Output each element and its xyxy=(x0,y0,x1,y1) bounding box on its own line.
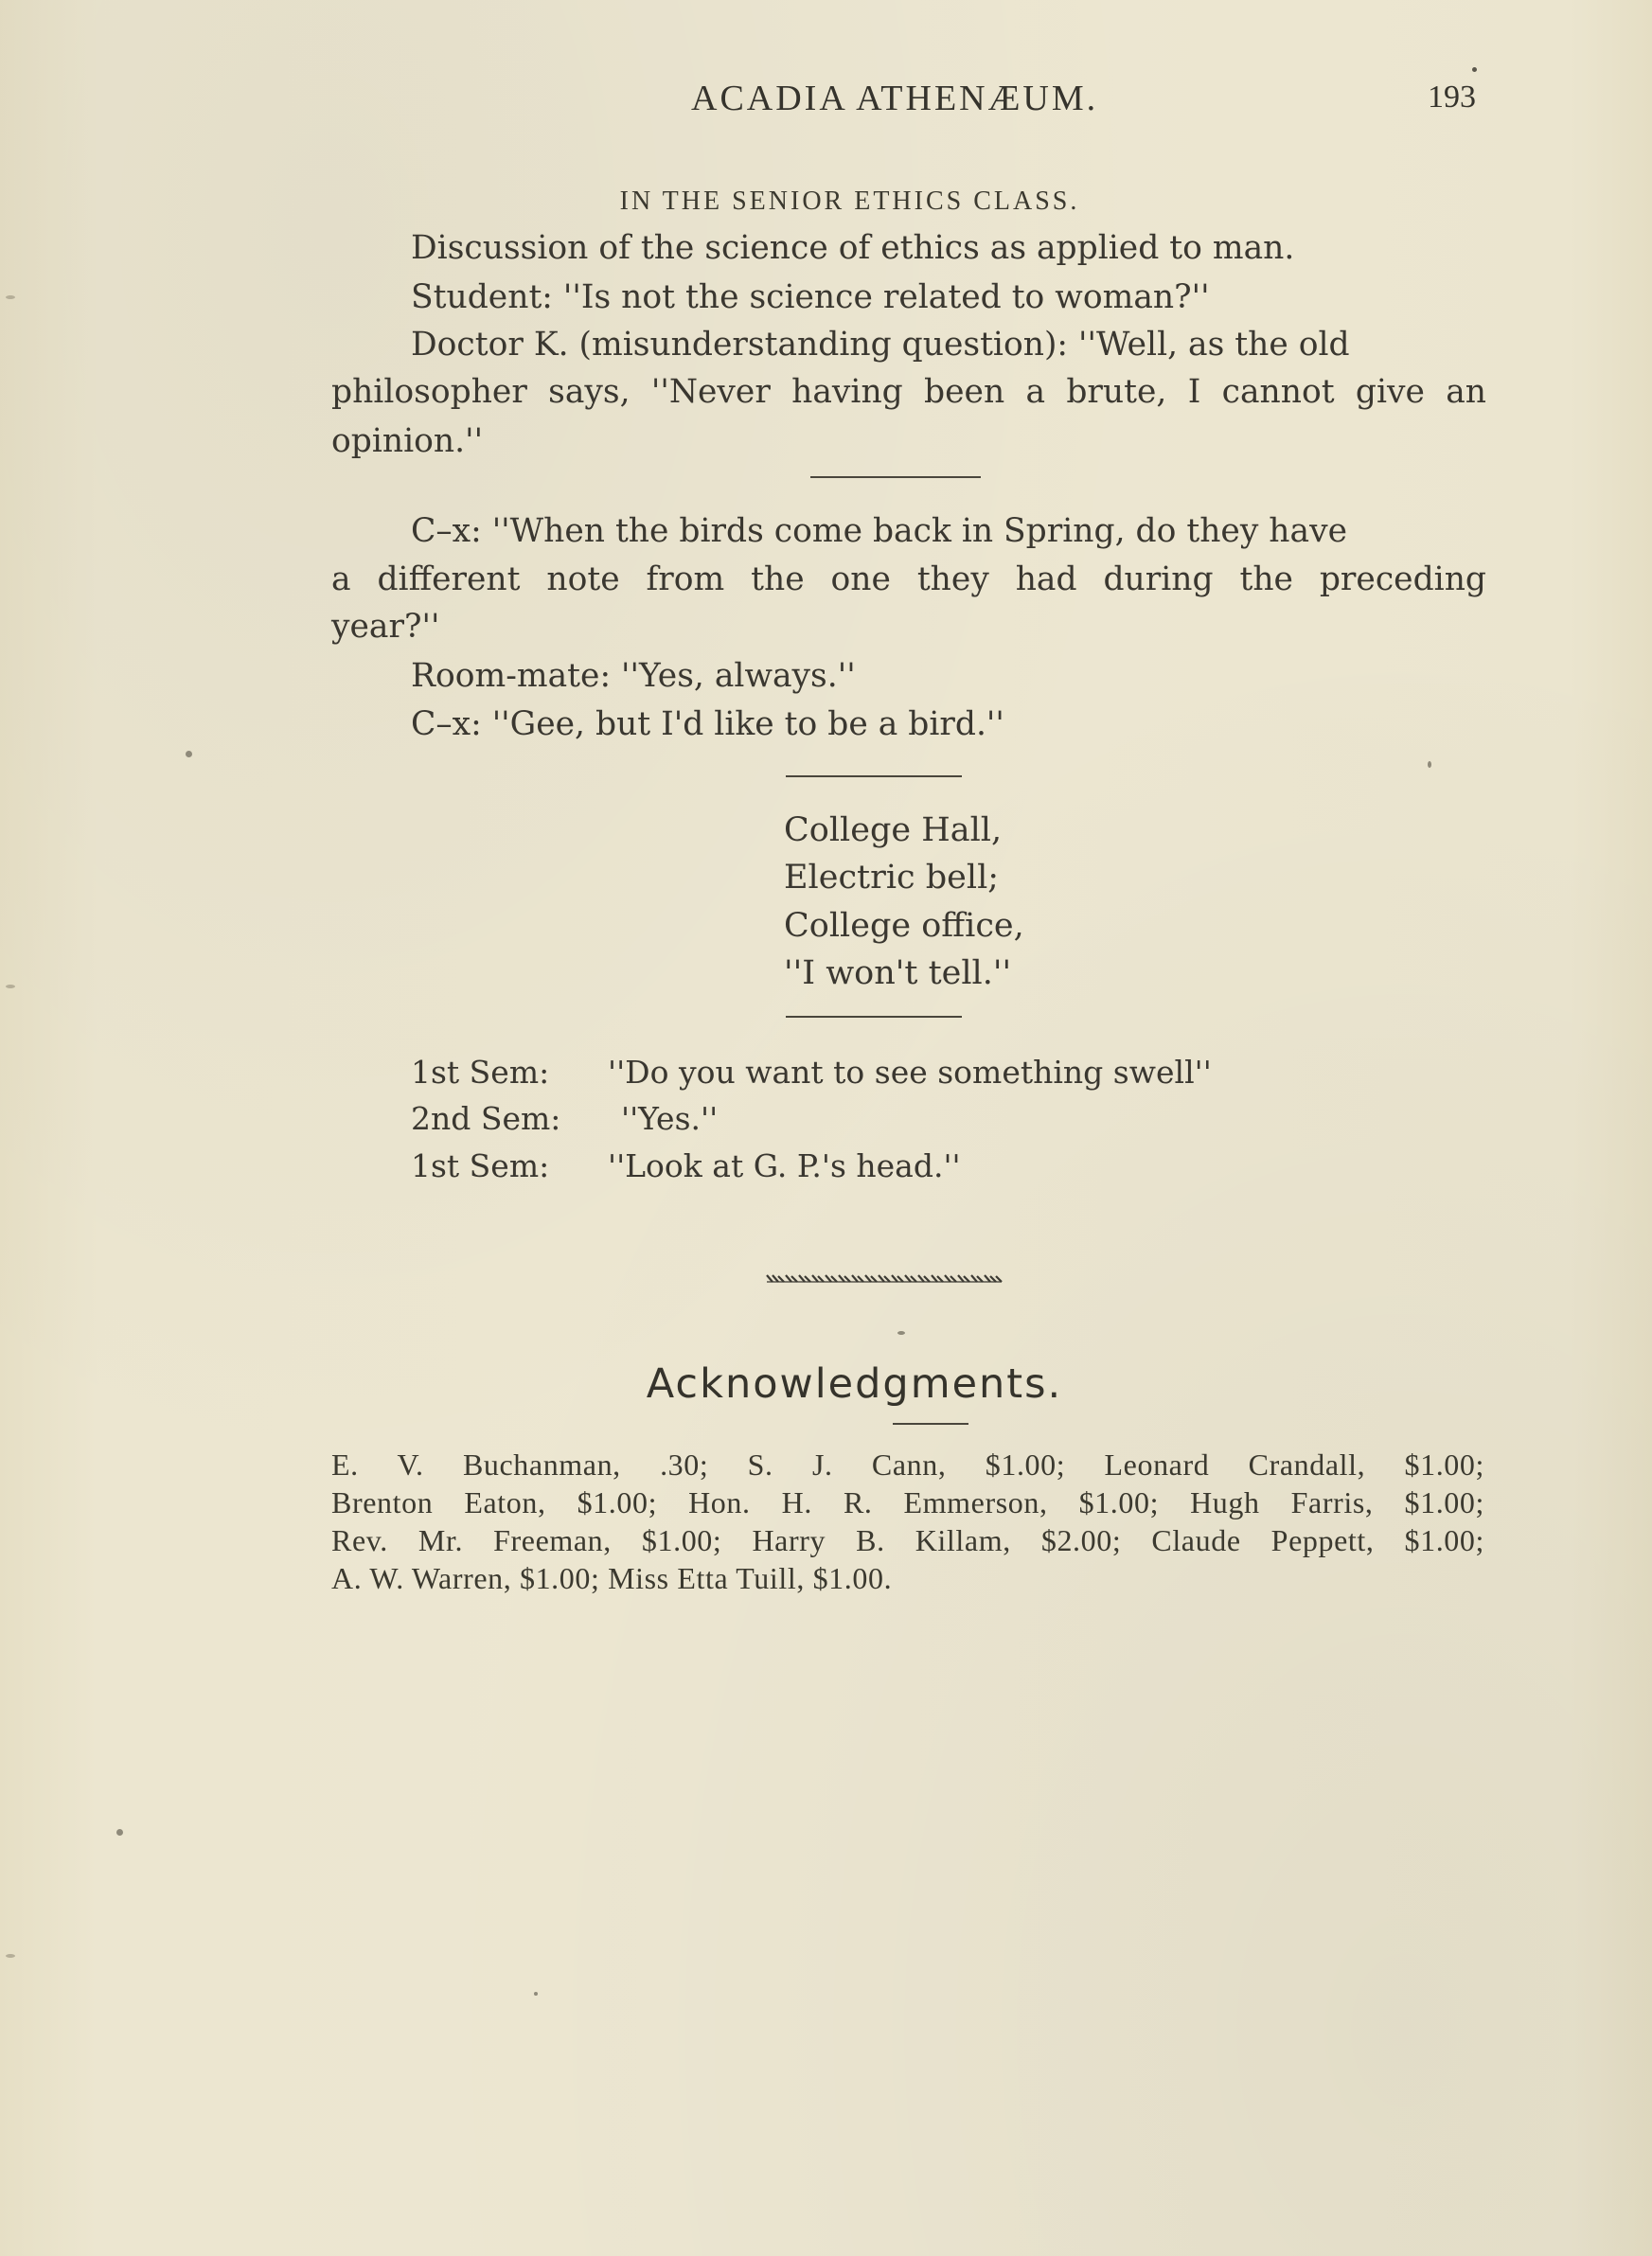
paper-speck xyxy=(116,1829,123,1836)
paper-speck xyxy=(1428,761,1431,768)
birds-line-5: C–x: ''Gee, but I'd like to be a bird.'' xyxy=(411,705,1004,743)
verse-line-3: College office, xyxy=(784,907,1024,945)
verse-line-4: ''I won't tell.'' xyxy=(784,954,1012,992)
acknowledgments-line: Rev. Mr. Freeman, $1.00; Harry B. Killam, $2.00; Claude Peppett, $1.00; xyxy=(331,1523,1484,1557)
birds-line-1: C–x: ''When the birds come back in Spring, do they have xyxy=(411,512,1347,550)
paper-speck xyxy=(897,1331,905,1335)
section-divider-rule xyxy=(786,1016,962,1018)
birds-line-2: a different note from the one they had during the preceding xyxy=(331,560,1486,598)
ethics-line-3: Doctor K. (misunderstanding question): ''Well, as the old xyxy=(411,326,1350,364)
verse-line-2: Electric bell; xyxy=(784,859,1000,897)
section-divider-rule xyxy=(810,476,981,478)
ethics-line-4: philosopher says, ''Never having been a brute, I cannot give an xyxy=(331,373,1486,411)
acknowledgments-heading: Acknowledgments. xyxy=(646,1360,1063,1408)
acknowledgments-line: Brenton Eaton, $1.00; Hon. H. R. Emmerson, $1.00; Hugh Farris, $1.00; xyxy=(331,1485,1484,1519)
ethics-line-2: Student: ''Is not the science related to woman?'' xyxy=(411,278,1210,316)
paper-speck xyxy=(186,751,192,757)
section-heading-ethics: IN THE SENIOR ETHICS CLASS. xyxy=(619,187,1080,216)
dialogue-speaker: 1st Sem: xyxy=(411,1147,550,1184)
dialogue-quote: ''Look at G. P.'s head.'' xyxy=(608,1147,961,1184)
dialogue-speaker: 1st Sem: xyxy=(411,1054,550,1091)
paper-speck xyxy=(1472,67,1477,72)
page-number: 193 xyxy=(1428,80,1476,115)
running-title: ACADIA ATHENÆUM. xyxy=(691,79,1099,118)
paper-speck xyxy=(6,295,15,299)
birds-line-4: Room-mate: ''Yes, always.'' xyxy=(411,657,856,695)
acknowledgments-line: A. W. Warren, $1.00; Miss Etta Tuill, $1.00. xyxy=(331,1561,893,1595)
ornamental-divider xyxy=(765,1274,1004,1284)
ethics-line-5: opinion.'' xyxy=(331,422,484,460)
paper-speck xyxy=(6,1954,15,1958)
birds-line-3: year?'' xyxy=(331,608,440,646)
acknowledgments-line: E. V. Buchanman, .30; S. J. Cann, $1.00; Leonard Crandall, $1.00; xyxy=(331,1448,1484,1482)
dialogue-quote: ''Yes.'' xyxy=(621,1100,719,1137)
section-divider-rule xyxy=(786,775,962,777)
paper-speck xyxy=(6,985,15,988)
dialogue-speaker: 2nd Sem: xyxy=(411,1100,561,1137)
ethics-line-1: Discussion of the science of ethics as applied to man. xyxy=(411,229,1295,267)
dialogue-quote: ''Do you want to see something swell'' xyxy=(608,1054,1212,1091)
heading-underline-rule xyxy=(893,1423,968,1425)
paper-speck xyxy=(534,1992,538,1996)
verse-line-1: College Hall, xyxy=(784,811,1003,849)
